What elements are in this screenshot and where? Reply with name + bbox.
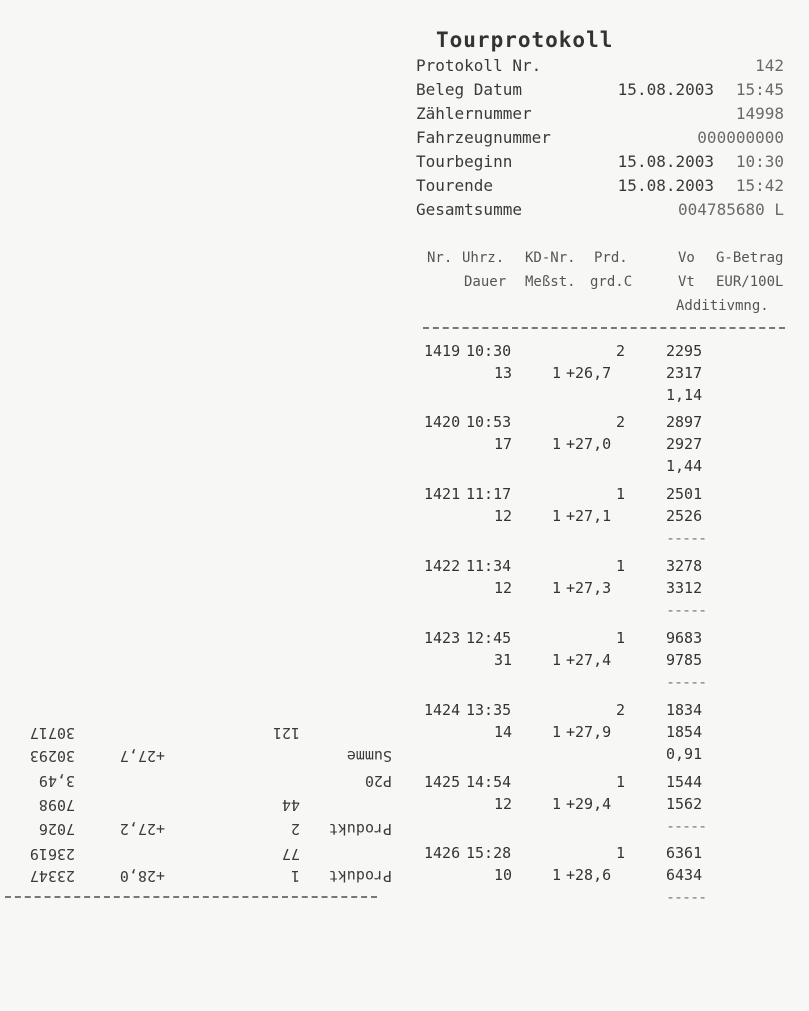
- header-row: [416, 152, 786, 174]
- list-item: [424, 557, 744, 627]
- entry-product: 2: [616, 413, 626, 431]
- summary-row: [0, 768, 400, 790]
- document-title: Tourprotokoll: [436, 28, 614, 52]
- col-kd-nr: KD-Nr.: [525, 250, 576, 266]
- header-value: 15:42: [735, 176, 784, 195]
- col-nr: Nr.: [427, 250, 453, 266]
- entry-time: 15:28: [466, 844, 512, 862]
- summary-label: Summe: [346, 747, 392, 765]
- col-messst: Meßst.: [525, 274, 576, 290]
- entry-number: 1420: [424, 413, 461, 431]
- entry-vt: 1854: [666, 723, 703, 741]
- col-g-betrag: G-Betrag: [716, 250, 784, 266]
- entry-temperature: +27,9: [566, 723, 612, 741]
- header-divider: [423, 327, 785, 329]
- summary-row: [0, 720, 400, 742]
- header-label: Fahrzeugnummer: [416, 128, 551, 147]
- entry-duration: 14: [494, 723, 513, 741]
- header-row: [416, 56, 786, 78]
- summary-value: 30293: [29, 747, 75, 765]
- list-item: [424, 844, 744, 914]
- entry-number: 1426: [424, 844, 461, 862]
- entry-vo: 2501: [666, 485, 703, 503]
- summary-value: 23619: [29, 845, 75, 863]
- col-vo: Vo: [678, 250, 695, 266]
- entry-temperature: +29,4: [566, 795, 612, 813]
- entry-additive: -----: [666, 601, 707, 619]
- entry-number: 1423: [424, 629, 461, 647]
- col-additiv: Additivmng.: [676, 298, 769, 314]
- entry-vt: 3312: [666, 579, 703, 597]
- header-row: [416, 200, 786, 222]
- entry-product: 1: [616, 773, 626, 791]
- col-eur: EUR/100L: [716, 274, 784, 290]
- header-label: Tourende: [416, 176, 494, 195]
- summary-quantity: 44: [281, 796, 300, 814]
- entry-duration: 12: [494, 507, 513, 525]
- summary-value: 30717: [29, 724, 75, 742]
- entry-measuring-point: 1: [552, 866, 562, 884]
- header-value: 10:30: [735, 152, 784, 171]
- summary-quantity: 121: [272, 724, 300, 742]
- summary-label: Produkt: [328, 867, 392, 885]
- entry-vo: 1544: [666, 773, 703, 791]
- summary-row: [0, 816, 400, 838]
- entry-product: 2: [616, 342, 626, 360]
- entry-measuring-point: 1: [552, 723, 562, 741]
- header-label: Protokoll Nr.: [416, 56, 542, 75]
- entry-vt: 6434: [666, 866, 703, 884]
- entry-duration: 31: [494, 651, 513, 669]
- entry-additive: -----: [666, 888, 707, 906]
- entry-temperature: +26,7: [566, 364, 612, 382]
- header-date: 15.08.2003: [617, 152, 714, 171]
- entry-duration: 12: [494, 795, 513, 813]
- entry-measuring-point: 1: [552, 795, 562, 813]
- summary-row: [0, 863, 400, 885]
- summary-row: [0, 841, 400, 863]
- entry-temperature: +27,4: [566, 651, 612, 669]
- header-label: Tourbeginn: [416, 152, 513, 171]
- header-label: Zählernummer: [416, 104, 532, 123]
- summary-row: [0, 743, 400, 765]
- entry-additive: -----: [666, 673, 707, 691]
- entry-duration: 10: [494, 866, 513, 884]
- header-label: Beleg Datum: [416, 80, 522, 99]
- entry-temperature: +28,6: [566, 866, 612, 884]
- list-item: [424, 701, 744, 771]
- entry-measuring-point: 1: [552, 435, 562, 453]
- entry-temperature: +27,1: [566, 507, 612, 525]
- entry-additive: 0,91: [666, 745, 703, 763]
- header-date: 15.08.2003: [617, 80, 714, 99]
- summary-value: 7098: [38, 796, 75, 814]
- entry-vt: 2317: [666, 364, 703, 382]
- entry-number: 1421: [424, 485, 461, 503]
- entry-number: 1425: [424, 773, 461, 791]
- header-row: [416, 104, 786, 126]
- header-row: [416, 80, 786, 102]
- col-grd: grd.C: [590, 274, 633, 290]
- summary-value: 7026: [38, 820, 75, 838]
- col-prd: Prd.: [594, 250, 628, 266]
- summary-value: 23347: [29, 867, 75, 885]
- entry-time: 11:34: [466, 557, 512, 575]
- entry-duration: 12: [494, 579, 513, 597]
- list-item: [424, 629, 744, 699]
- summary-label: P20: [364, 772, 392, 790]
- entry-duration: 13: [494, 364, 513, 382]
- entry-vt: 9785: [666, 651, 703, 669]
- entry-additive: -----: [666, 817, 707, 835]
- summary-temperature: +27,7: [119, 747, 165, 765]
- list-item: [424, 485, 744, 555]
- entry-duration: 17: [494, 435, 513, 453]
- entry-time: 14:54: [466, 773, 512, 791]
- entry-measuring-point: 1: [552, 364, 562, 382]
- entry-vo: 1834: [666, 701, 703, 719]
- entry-product: 1: [616, 629, 626, 647]
- entry-time: 10:30: [466, 342, 512, 360]
- header-date: 15.08.2003: [617, 176, 714, 195]
- col-vt: Vt: [678, 274, 695, 290]
- summary-label: Produkt: [328, 820, 392, 838]
- entry-vo: 2897: [666, 413, 703, 431]
- entry-measuring-point: 1: [552, 507, 562, 525]
- entry-number: 1424: [424, 701, 461, 719]
- list-item: [424, 773, 744, 843]
- entry-vo: 6361: [666, 844, 703, 862]
- col-uhrz: Uhrz.: [462, 250, 505, 266]
- header-value: 004785680 L: [678, 200, 784, 219]
- entry-product: 2: [616, 701, 626, 719]
- entry-additive: -----: [666, 529, 707, 547]
- entry-temperature: +27,3: [566, 579, 612, 597]
- entry-measuring-point: 1: [552, 651, 562, 669]
- entry-number: 1422: [424, 557, 461, 575]
- entry-product: 1: [616, 557, 626, 575]
- summary-divider: [5, 896, 377, 898]
- summary-quantity: 2: [290, 820, 300, 838]
- entry-number: 1419: [424, 342, 461, 360]
- summary-temperature: +28,0: [119, 867, 165, 885]
- entry-additive: 1,44: [666, 457, 703, 475]
- entry-additive: 1,14: [666, 386, 703, 404]
- entry-vo: 3278: [666, 557, 703, 575]
- upside-down-summary: [0, 715, 400, 885]
- summary-temperature: +27,2: [119, 820, 165, 838]
- header-row: [416, 176, 786, 198]
- header-value: 15:45: [735, 80, 784, 99]
- summary-quantity: 1: [290, 867, 300, 885]
- entry-vt: 2927: [666, 435, 703, 453]
- entry-time: 12:45: [466, 629, 512, 647]
- summary-value: 3,49: [38, 772, 75, 790]
- entry-vt: 1562: [666, 795, 703, 813]
- entry-temperature: +27,0: [566, 435, 612, 453]
- entry-vo: 9683: [666, 629, 703, 647]
- entry-vt: 2526: [666, 507, 703, 525]
- header-value: 14998: [735, 104, 784, 123]
- header-row: [416, 128, 786, 150]
- header-value: 000000000: [697, 128, 784, 147]
- summary-row: [0, 792, 400, 814]
- summary-quantity: 77: [281, 845, 300, 863]
- entry-vo: 2295: [666, 342, 703, 360]
- entry-measuring-point: 1: [552, 579, 562, 597]
- col-dauer: Dauer: [464, 274, 507, 290]
- header-value: 142: [755, 56, 784, 75]
- entry-time: 10:53: [466, 413, 512, 431]
- header-label: Gesamtsumme: [416, 200, 522, 219]
- entry-product: 1: [616, 485, 626, 503]
- list-item: [424, 342, 744, 412]
- entry-time: 13:35: [466, 701, 512, 719]
- entry-time: 11:17: [466, 485, 512, 503]
- list-item: [424, 413, 744, 483]
- entry-product: 1: [616, 844, 626, 862]
